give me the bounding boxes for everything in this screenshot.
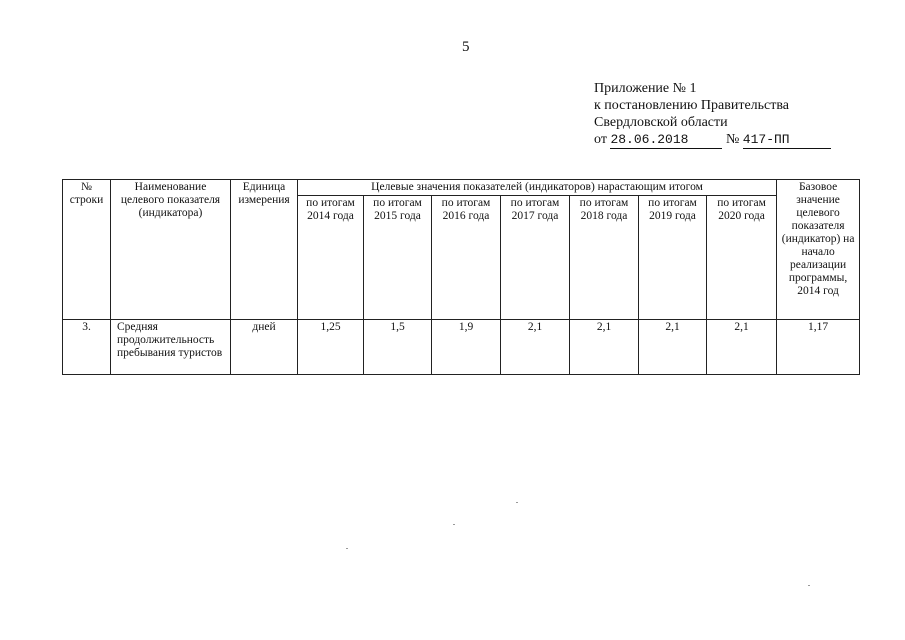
header-indicator-name: Наименование целевого показателя (индикатора) [111, 180, 231, 320]
appendix-title: Приложение № 1 [594, 81, 697, 96]
header-row-number: № строки [63, 180, 111, 320]
resolution-date: 28.06.2018 [610, 131, 722, 149]
cell-base-value: 1,17 [777, 320, 860, 375]
number-prefix: № [725, 132, 740, 147]
cell-value-2016: 1,9 [432, 320, 501, 375]
appendix-header [594, 80, 831, 149]
resolution-number: 417-ПП [743, 131, 831, 149]
scan-speck [516, 502, 518, 503]
cell-row-number: 3. [63, 320, 111, 375]
indicators-table [62, 179, 860, 375]
cell-value-2018: 2,1 [570, 320, 639, 375]
header-year-2016: по итогам 2016 года [432, 196, 501, 320]
scan-speck [346, 548, 348, 549]
cell-value-2017: 2,1 [501, 320, 570, 375]
table-row [63, 320, 860, 375]
header-year-2017: по итогам 2017 года [501, 196, 570, 320]
date-prefix: от [594, 132, 607, 147]
cell-value-2014: 1,25 [298, 320, 364, 375]
header-year-2019: по итогам 2019 года [639, 196, 707, 320]
header-base-value: Базовое значение целевого показателя (индикатор) на начало реализации программы, 2014 год [777, 180, 860, 320]
appendix-date-line [594, 131, 831, 149]
cell-value-2015: 1,5 [364, 320, 432, 375]
cell-unit: дней [231, 320, 298, 375]
header-unit: Единица измерения [231, 180, 298, 320]
header-year-2015: по итогам 2015 года [364, 196, 432, 320]
scan-speck [808, 585, 810, 586]
scan-speck [453, 524, 455, 525]
header-year-2018: по итогам 2018 года [570, 196, 639, 320]
header-year-2014: по итогам 2014 года [298, 196, 364, 320]
cell-value-2020: 2,1 [707, 320, 777, 375]
header-target-values: Целевые значения показателей (индикаторов) нарастающим итогом [298, 180, 777, 196]
appendix-resolution: к постановлению Правительства [594, 98, 790, 113]
appendix-region: Свердловской области [594, 115, 728, 130]
page-number: 5 [462, 39, 470, 55]
header-year-2020: по итогам 2020 года [707, 196, 777, 320]
cell-indicator-name: Средняя продолжительность пребывания туристов [111, 320, 231, 375]
cell-value-2019: 2,1 [639, 320, 707, 375]
